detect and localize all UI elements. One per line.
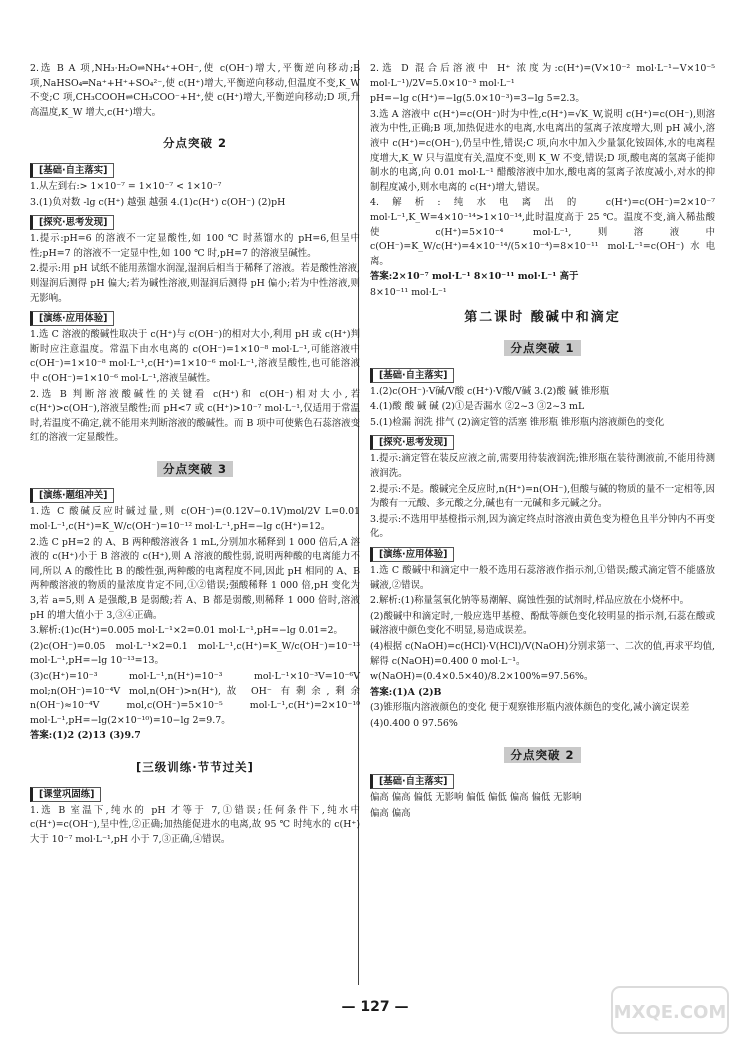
subsection-label-row — [370, 770, 715, 791]
paragraph: 3.选 A 溶液中 c(H⁺)=c(OH⁻)时为中性,c(H⁺)=√K_W,说明 c(H⁺)=c(OH⁻),则溶液为中性,正确;B 项,加热促进水的电离,水电离出的氢离子浓度增大,则 pH 减小,溶液中 c(H⁺)=c(OH⁻),仍呈中性,错误;C 项,向水中加入少量氯化铵固体,水的电离程度增大,K_W 只与温度有关,温度不变,则 K_W 不变,错误;D 项,酸电离的氢离子能抑制水的电离,向 0.01 mol·L⁻¹ 醋酸溶液中加水,酸电离的氢离子浓度减小,对水的抑制程度减小,则水电离的 c(H⁺)增大,错误。 — [370, 108, 715, 193]
subsection-label-row — [30, 307, 360, 328]
paragraph: 2.选 C pH=2 的 A、B 两种酸溶液各 1 mL,分别加水稀释到 1 000 倍后,A 溶液的 c(H⁺)小于 B 溶液的 c(H⁺),则 A 溶液的酸性弱,说明两种酸的电离能力不同,所以 A 的酸性比 B 的酸性强,两种酸的电离程度不同,因此 pH 相同的 A、B 两种酸溶液的物质的量浓度肯定不同,①②错误;强酸稀释 1 000 倍,pH 变化为 3,若 a=5,则 A 是强酸,B 是弱酸;若 A、B 都是弱酸,则稀释 1 000 倍时,溶液 pH 的增大值小于 3,③④正确。 — [30, 536, 360, 621]
subsection-label: [演练·应用体验] — [370, 547, 454, 562]
paragraph: 1.提示:滴定管在装反应液之前,需要用待装液润洗;锥形瓶在装待测液前,不能用待测液润洗。 — [370, 453, 715, 480]
paragraph: 3.(1)负对数 -lg c(H⁺) 越强 越强 4.(1)c(H⁺) c(OH⁻) (2)pH — [30, 196, 286, 208]
paragraph: (3)锥形瓶内溶液颜色的变化 便于观察锥形瓶内液体颜色的变化,减小滴定误差 — [370, 702, 690, 714]
paragraph: 2.提示:用 pH 试纸不能用蒸馏水润湿,湿润后相当于稀释了溶液。若是酸性溶液,则湿润后测得 pH 偏大;若为碱性溶液,则湿润后测得 pH 偏小;若为中性溶液,则无影响。 — [30, 263, 360, 304]
paragraph: w(NaOH)=(0.4×0.5×40)/8.2×100%=97.56%。 — [370, 671, 594, 683]
paragraph: 1.选 C 酸碱反应时碱过量,则 c(OH⁻)=(0.12V−0.1V)mol/2V L=0.01 mol·L⁻¹,c(H⁺)=K_W/c(OH⁻)=10⁻¹² mol·L⁻¹,pH=−lg c(H⁺)=12。 — [30, 506, 360, 533]
paragraph: 8×10⁻¹¹ mol·L⁻¹ — [370, 286, 447, 298]
subsection-label-row — [370, 543, 715, 564]
paragraph: 3.提示:不选用甲基橙指示剂,因为滴定终点时溶液由黄色变为橙色且半分钟内不再变化。 — [370, 513, 715, 540]
paragraph: 答案:2×10⁻⁷ mol·L⁻¹ 8×10⁻¹¹ mol·L⁻¹ 高于 — [370, 271, 579, 283]
paragraph: 偏高 偏高 偏低 无影响 偏低 偏低 偏高 偏低 无影响 — [370, 792, 582, 804]
paragraph: 2.解析:(1)称量氢氧化钠等易潮解、腐蚀性强的试剂时,样品应放在小烧杯中。 — [370, 595, 689, 607]
subsection-label: [基础·自主落实] — [30, 163, 114, 178]
paragraph: 1.选 C 酸碱中和滴定中一般不选用石蕊溶液作指示剂,①错误;酸式滴定管不能盛放碱液,②错误。 — [370, 565, 715, 591]
paragraph: 1.选 B 室温下,纯水的 pH 才等于 7,①错误;任何条件下,纯水中 c(H⁺)=c(OH⁻),呈中性,②正确;加热能促进水的电离,故 95 ℃ 时纯水的 c(H⁺)大于 10⁻⁷ mol·L⁻¹,pH 小于 7,③正确,④错误。 — [30, 804, 360, 845]
subsection-label: [基础·自主落实] — [370, 774, 454, 789]
paragraph: (3)c(H⁺)=10⁻³ mol·L⁻¹,n(H⁺)=10⁻³ mol·L⁻¹×10⁻³V=10⁻⁶V mol;n(OH⁻)=10⁻⁴V mol,n(OH⁻)>n(H⁺),故 OH⁻ 有剩余,剩余 n(OH⁻)≈10⁻⁴V mol,c(OH⁻)=5×10⁻⁵ mol·L⁻¹,c(H⁺)=2×10⁻¹⁰ mol·L⁻¹,pH=−lg(2×10⁻¹⁰)=10−lg 2=9.7。 — [30, 671, 360, 726]
subsection-label-row — [30, 211, 360, 232]
section-heading — [30, 760, 360, 775]
paragraph: 1.从左到右:> 1×10⁻⁷ = 1×10⁻⁷ < 1×10⁻⁷ — [30, 180, 222, 192]
subsection-label-row — [370, 364, 715, 385]
paragraph: 2.提示:不是。酸碱完全反应时,n(H⁺)=n(OH⁻),但酸与碱的物质的量不一定相等,因为酸有一元酸、多元酸之分,碱也有一元碱和多元碱之分。 — [370, 483, 715, 510]
paragraph: 2.选 D 混合后溶液中 H⁺ 浓度为:c(H⁺)=(V×10⁻² mol·L⁻¹−V×10⁻⁵ mol·L⁻¹)/2V=5.0×10⁻³ mol·L⁻¹ — [370, 63, 715, 89]
paragraph: 1.提示:pH=6 的溶液不一定显酸性,如 100 ℃ 时蒸馏水的 pH=6,但呈中性;pH=7 的溶液不一定显中性,如 100 ℃ 时,pH=7 的溶液呈碱性。 — [30, 233, 360, 259]
paragraph: 2.选 B A 项,NH₃·H₂O⇌NH₄⁺+OH⁻,使 c(OH⁻)增大,平衡逆向移动;B 项,NaHSO₄═Na⁺+H⁺+SO₄²⁻,使 c(H⁺)增大,平衡逆向移动,但温度不变,K_W 不变;C 项,CH₃COOH⇌CH₃COO⁻+H⁺,使 c(H⁺)增大,平衡逆向移动;D 项,升高温度,K_W 增大,c(H⁺)增大。 — [30, 63, 360, 118]
section-heading — [30, 462, 360, 477]
paragraph: 答案:(1)A (2)B — [370, 686, 442, 698]
section-heading-text: 分点突破 2 — [162, 136, 227, 151]
subsection-label: [探究·思考发现] — [30, 215, 114, 230]
subsection-label: [探究·思考发现] — [370, 435, 454, 450]
paragraph: 2.选 B 判断溶液酸碱性的关键看 c(H⁺)和 c(OH⁻)相对大小,若 c(H⁺)>c(OH⁻),溶液呈酸性;而 pH<7 或 c(H⁺)>10⁻⁷ mol·L⁻¹,仅适用于常温时,若温度不确定,就不能用来判断溶液的酸碱性。而 B 项中可使紫色石蕊溶液变红的溶液一定显酸性。 — [30, 388, 360, 444]
paragraph: pH=−lg c(H⁺)=−lg(5.0×10⁻³)=3−lg 5=2.3。 — [370, 93, 585, 105]
paragraph: (4)根据 c(NaOH)=c(HCl)·V(HCl)/V(NaOH)分别求第一、二次的值,再求平均值,解得 c(NaOH)=0.400 0 mol·L⁻¹。 — [370, 641, 715, 667]
paragraph: (2)c(OH⁻)=0.05 mol·L⁻¹×2=0.1 mol·L⁻¹,c(H⁺)=K_W/c(OH⁻)=10⁻¹³ mol·L⁻¹,pH=−lg 10⁻¹³=13。 — [30, 640, 360, 667]
paragraph: 答案:(1)2 (2)13 (3)9.7 — [30, 730, 141, 742]
section-heading — [370, 748, 715, 763]
paragraph: 1.选 C 溶液的酸碱性取决于 c(H⁺)与 c(OH⁻)的相对大小,利用 pH 或 c(H⁺)判断时应注意温度。常温下由水电离的 c(OH⁻)=1×10⁻⁸ mol·L⁻¹,可能溶液中 c(OH⁻)=1×10⁻⁸ mol·L⁻¹,c(H⁺)=1×10⁻⁶ mol·L⁻¹,溶液呈酸性,也可能溶液中 c(OH⁻)=1×10⁻⁶ mol·L⁻¹,溶液呈碱性。 — [30, 329, 360, 384]
left-column — [30, 62, 360, 848]
subsection-label-row — [30, 159, 360, 180]
subsection-label-row — [30, 783, 360, 804]
section-heading-text: 分点突破 1 — [504, 340, 580, 356]
section-heading-text: 分点突破 2 — [504, 747, 580, 763]
watermark-text: MXQE.COM — [613, 1002, 727, 1023]
subsection-label: [演练·题组冲关] — [30, 488, 114, 503]
paragraph: 4.(1)酸 酸 碱 碱 (2)①是否漏水 ②2~3 ③2~3 mL — [370, 401, 585, 413]
paragraph: (2)酸碱中和滴定时,一般应选甲基橙、酚酞等颜色变化较明显的指示剂,石蕊在酸或碱溶液中颜色变化不明显,易造成误差。 — [370, 610, 715, 637]
paragraph: 1.(2)c(OH⁻)·V碱/V酸 c(H⁺)·V酸/V碱 3.(2)酸 碱 锥形瓶 — [370, 385, 610, 397]
section-heading-text: 第二课时 酸碱中和滴定 — [464, 309, 621, 325]
section-heading — [370, 311, 715, 326]
right-column — [370, 62, 715, 822]
paragraph: 偏高 偏高 — [370, 807, 411, 819]
watermark-logo — [610, 985, 730, 1035]
subsection-label: [基础·自主落实] — [370, 368, 454, 383]
subsection-label: [演练·应用体验] — [30, 311, 114, 326]
paragraph: 4.解析:纯水电离出的 c(H⁺)=c(OH⁻)=2×10⁻⁷ mol·L⁻¹,K_W=4×10⁻¹⁴>1×10⁻¹⁴,此时温度高于 25 ℃。温度不变,滴入稀盐酸使 c(H⁺)=5×10⁻⁴ mol·L⁻¹,则溶液中 c(OH⁻)=K_W/c(H⁺)=4×10⁻¹⁴/(5×10⁻⁴)=8×10⁻¹¹ mol·L⁻¹=c(OH⁻)水电离。 — [370, 197, 715, 267]
section-heading — [370, 341, 715, 356]
paragraph: 3.解析:(1)c(H⁺)=0.005 mol·L⁻¹×2=0.01 mol·L⁻¹,pH=−lg 0.01=2。 — [30, 625, 343, 637]
paragraph: 5.(1)检漏 润洗 排气 (2)滴定管的活塞 锥形瓶 锥形瓶内溶液颜色的变化 — [370, 416, 665, 428]
subsection-label-row — [30, 484, 360, 505]
section-heading — [30, 136, 360, 151]
section-heading-text: [三级训练·节节过关] — [136, 759, 254, 774]
paragraph: (4)0.400 0 97.56% — [370, 717, 458, 729]
page-number: — 127 — — [341, 999, 409, 1015]
subsection-label-row — [370, 431, 715, 452]
subsection-label: [课堂巩固练] — [30, 787, 101, 802]
section-heading-text: 分点突破 3 — [157, 461, 233, 477]
